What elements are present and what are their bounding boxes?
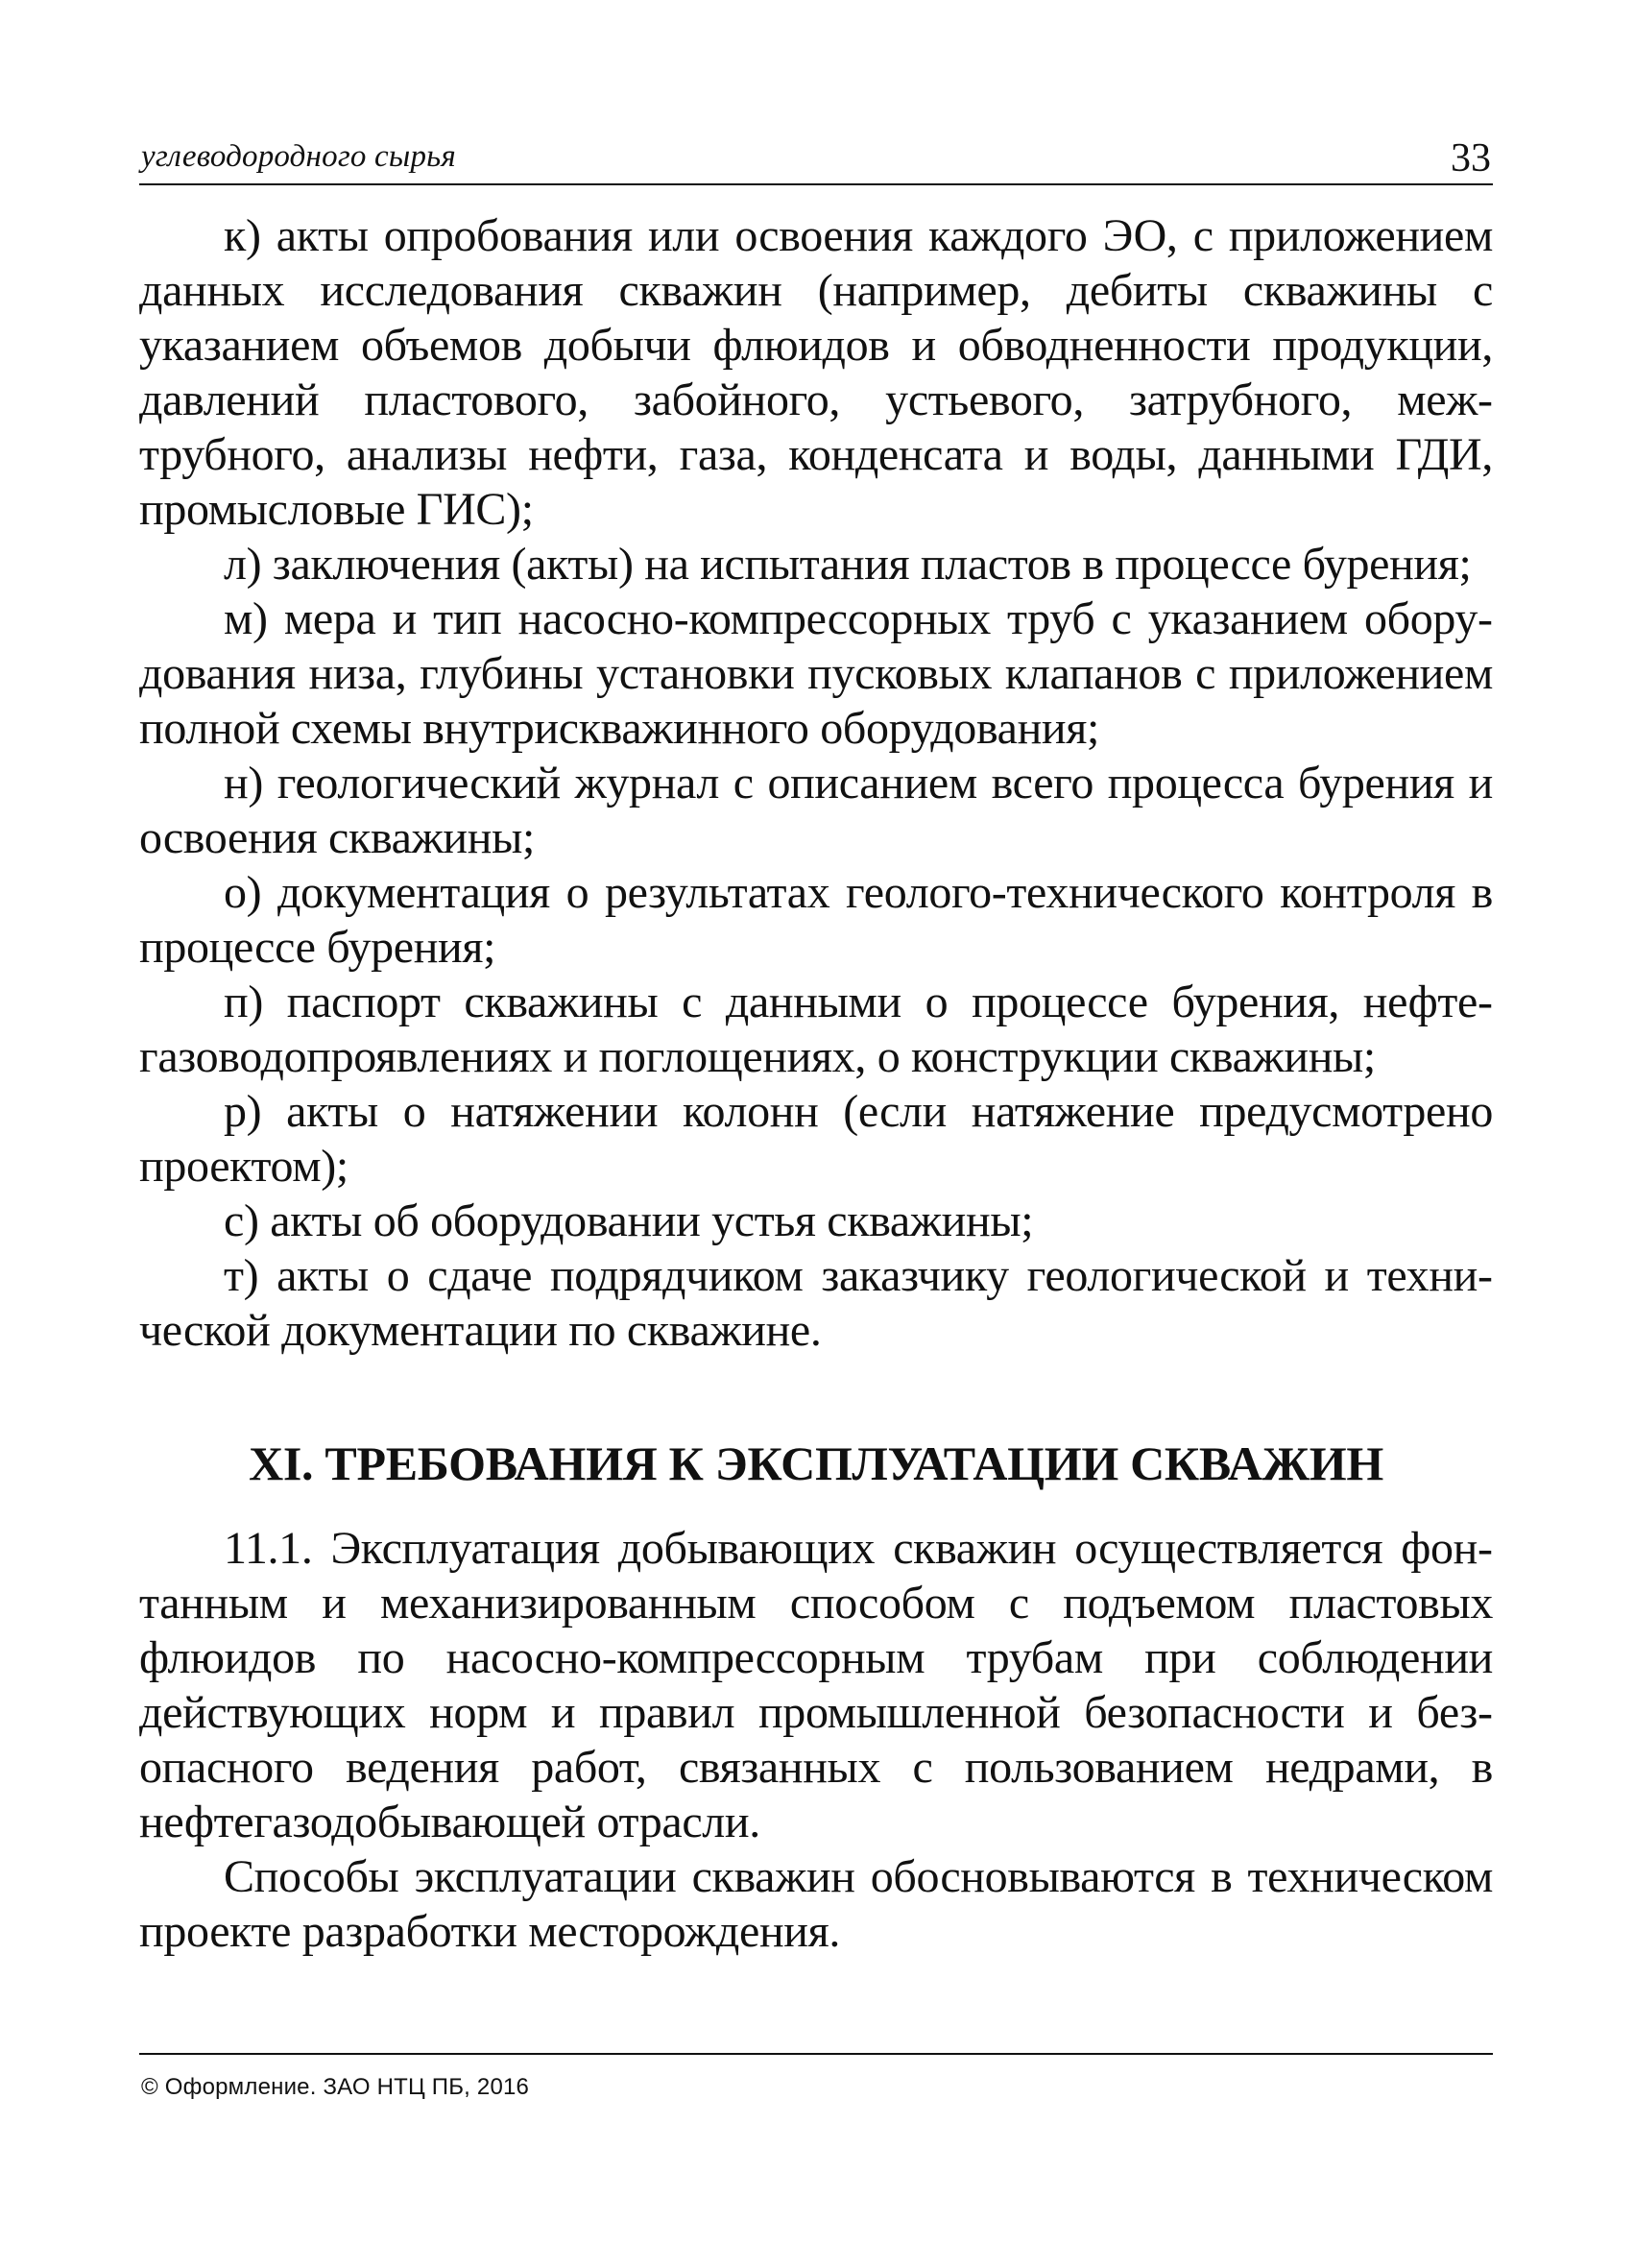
- running-title: углеводородного сырья: [141, 139, 456, 174]
- clause-paragraph: Способы эксплуатации скважин обосновываются в техническом проекте разработки месторождения.: [139, 1851, 1493, 1957]
- running-header: [139, 132, 1493, 185]
- list-item-n: н) геологический журнал с описанием всего процесса бурения и освоения скважины;: [139, 758, 1493, 863]
- list-item-l: л) заключения (акты) на испытания пластов в процессе бурения;: [224, 539, 1472, 590]
- page-number: 33: [1451, 136, 1491, 181]
- section-heading: XI. ТРЕБОВАНИЯ К ЭКСПЛУАТАЦИИ СКВАЖИН: [249, 1436, 1383, 1490]
- copyright-note: © Оформление. ЗАО НТЦ ПБ, 2016: [141, 2074, 530, 2100]
- list-item-s: с) акты об оборудовании устья скважины;: [224, 1195, 1034, 1246]
- list-item-m: м) мера и тип насосно-компрессорных труб с указанием оборудования низа, глубины установки пусковых клапанов с приложением полной схемы внутрискважинного оборудования;: [139, 593, 1493, 754]
- list-item-k: к) акты опробования или освоения каждого ЭО, с приложением данных исследования скважин (например, дебиты скважины с указанием объемов добычи флюидов и обводненности продукции, давлений пластового, забойного, устьевого, затрубного, межтрубного, анализы нефти, газа, конденсата и воды, данными ГДИ, промысловые ГИС);: [139, 210, 1493, 535]
- document-page: [139, 120, 1493, 2184]
- list-item-o: о) документация о результатах геолого-технического контроля в процессе бурения;: [139, 867, 1493, 973]
- list-item-p: п) паспорт скважины с данными о процессе бурения, нефтегазоводопроявлениях и поглощениях, о конструкции скважины;: [139, 977, 1493, 1082]
- body-text: [139, 208, 1493, 1959]
- list-item-r: р) акты о натяжении колонн (если натяжение предусмотрено проектом);: [139, 1086, 1493, 1192]
- list-item-t: т) акты о сдаче подрядчиком заказчику геологической и технической документации по скважине.: [139, 1250, 1493, 1356]
- clause-11-1: 11.1. Эксплуатация добывающих скважин осуществляется фонтанным и механизированным способом с подъемом пластовых флюидов по насосно-компрессорным трубам при соблюдении действующих норм и правил промышленной безопасности и безопасного ведения работ, связанных с пользованием недрами, в нефтегазодобывающей отрасли.: [139, 1523, 1493, 1847]
- page-footer: [139, 2053, 1493, 2100]
